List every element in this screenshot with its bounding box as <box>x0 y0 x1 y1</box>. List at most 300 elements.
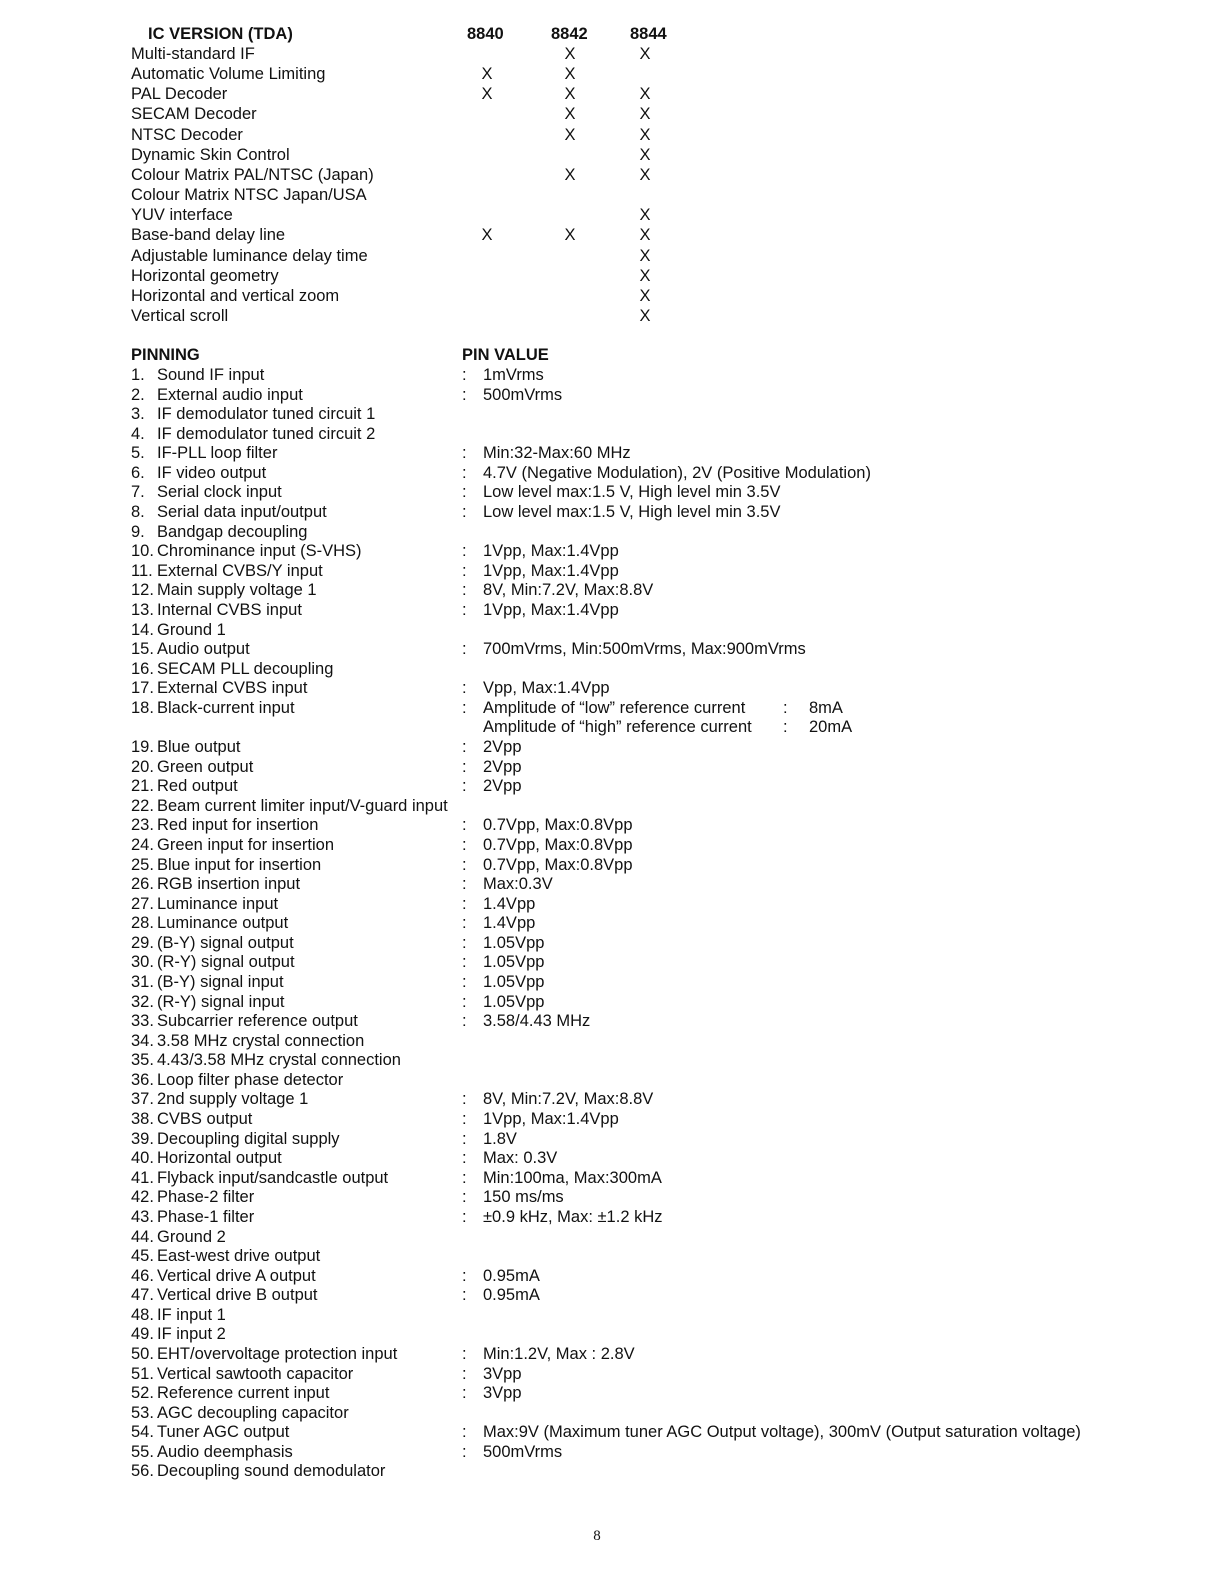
support-mark-8842: X <box>564 45 576 63</box>
pin-row <box>0 836 1219 856</box>
pin-value: 0.7Vpp, Max:0.8Vpp <box>483 816 633 835</box>
pin-value-separator: : <box>462 1110 467 1129</box>
pin-name: Blue output <box>157 738 241 757</box>
pin-row <box>0 1443 1219 1463</box>
pin-row <box>0 1286 1219 1306</box>
pin-value: Low level max:1.5 V, High level min 3.5V <box>483 483 781 502</box>
pin-value-separator: : <box>462 366 467 384</box>
pin-number: 29. <box>131 933 154 952</box>
pin-name: Decoupling digital supply <box>157 1129 340 1148</box>
pin-number: 41. <box>131 1168 154 1187</box>
pin-name: (B-Y) signal output <box>157 933 294 952</box>
pin-row <box>0 738 1219 758</box>
feature-row <box>0 65 1219 85</box>
pin-value-separator: : <box>462 463 467 482</box>
feature-row <box>0 287 1219 307</box>
ic-version-title: IC VERSION (TDA) <box>148 25 293 43</box>
pin-number: 44. <box>131 1227 154 1246</box>
support-mark-8842: X <box>564 105 576 124</box>
support-mark-8840: X <box>481 85 493 104</box>
pin-value-separator: : <box>462 1188 467 1207</box>
pin-number: 30. <box>131 953 154 972</box>
pin-value: 8V, Min:7.2V, Max:8.8V <box>483 1090 654 1109</box>
feature-row <box>0 126 1219 146</box>
pin-value: Amplitude of “low” reference current <box>483 698 746 717</box>
pin-number: 3. <box>131 405 145 424</box>
pin-name: Luminance input <box>157 894 279 913</box>
pin-value: 3Vpp <box>483 1384 522 1403</box>
feature-label: Horizontal geometry <box>131 266 279 285</box>
pin-value-separator: : <box>462 1168 467 1187</box>
pin-value: 2Vpp <box>483 738 522 757</box>
pin-name: Decoupling sound demodulator <box>157 1462 386 1481</box>
pin-name: Vertical sawtooth capacitor <box>157 1364 354 1383</box>
pin-number: 6. <box>131 463 145 482</box>
pin-value-separator: : <box>462 1207 467 1226</box>
pin-number: 38. <box>131 1110 154 1129</box>
pin-name: Audio output <box>157 640 250 659</box>
pin-value-separator: : <box>462 640 467 659</box>
feature-row <box>0 105 1219 125</box>
pin-row <box>0 581 1219 601</box>
pin-row <box>0 640 1219 660</box>
pin-row <box>0 699 1219 719</box>
pin-name: Ground 1 <box>157 620 226 639</box>
pin-value: 0.7Vpp, Max:0.8Vpp <box>483 835 633 854</box>
feature-label: Horizontal and vertical zoom <box>131 286 340 305</box>
pin-value-separator: : <box>462 1442 467 1461</box>
pin-name: (R-Y) signal output <box>157 953 295 972</box>
pin-number: 27. <box>131 894 154 913</box>
pin-value-separator: : <box>462 972 467 991</box>
pin-number: 7. <box>131 483 145 502</box>
feature-label: Automatic Volume Limiting <box>131 65 326 84</box>
pin-number: 17. <box>131 679 154 698</box>
pin-name: Green output <box>157 757 254 776</box>
pin-value: 1Vpp, Max:1.4Vpp <box>483 561 619 580</box>
pin-row <box>0 1306 1219 1326</box>
pin-name: Serial data input/output <box>157 503 327 522</box>
support-mark-8844: X <box>639 165 651 184</box>
pin-value-separator: : <box>462 581 467 600</box>
pin-value-separator: : <box>462 1364 467 1383</box>
pin-value-separator: : <box>462 1129 467 1148</box>
feature-row <box>0 146 1219 166</box>
pin-row <box>0 464 1219 484</box>
pin-row <box>0 1384 1219 1404</box>
pin-value: 1Vpp, Max:1.4Vpp <box>483 600 619 619</box>
pin-row <box>0 1071 1219 1091</box>
pin-value-separator: : <box>462 503 467 522</box>
pin-name: Vertical drive B output <box>157 1286 318 1305</box>
pin-value: Max: 0.3V <box>483 1149 558 1168</box>
pin-value: Max:9V (Maximum tuner AGC Output voltage), 300mV (Output saturation voltage) <box>483 1423 1081 1442</box>
support-mark-8840: X <box>481 226 493 245</box>
pin-row <box>0 953 1219 973</box>
pin-row <box>0 366 1219 386</box>
pin-value: 1.05Vpp <box>483 933 545 952</box>
pin-name: (B-Y) signal input <box>157 972 284 991</box>
pin-value: 1.05Vpp <box>483 992 545 1011</box>
pin-value-separator: : <box>462 483 467 502</box>
pin-value: 1mVrms <box>483 366 544 384</box>
pin-value: 0.95mA <box>483 1266 540 1285</box>
pin-number: 43. <box>131 1207 154 1226</box>
pin-value: 1.8V <box>483 1129 517 1148</box>
pin-value: 8V, Min:7.2V, Max:8.8V <box>483 581 654 600</box>
pin-value-separator: : <box>462 875 467 894</box>
pin-value-separator: : <box>462 1266 467 1285</box>
support-mark-8840: X <box>481 65 493 84</box>
pin-number: 34. <box>131 1031 154 1050</box>
support-mark-8844: X <box>639 306 651 325</box>
pin-name: IF input 1 <box>157 1305 226 1324</box>
pin-row <box>0 1345 1219 1365</box>
model-header-8840: 8840 <box>467 25 504 43</box>
pin-number: 18. <box>131 698 154 717</box>
pin-value: 2Vpp <box>483 777 522 796</box>
feature-label: Multi-standard IF <box>131 45 255 63</box>
pin-number: 12. <box>131 581 154 600</box>
pin-row <box>0 1090 1219 1110</box>
pin-name: Audio deemphasis <box>157 1442 293 1461</box>
pin-number: 45. <box>131 1247 154 1266</box>
feature-label: Adjustable luminance delay time <box>131 246 368 265</box>
pin-value-separator: : <box>462 1149 467 1168</box>
pin-number: 2. <box>131 385 145 404</box>
pin-number: 39. <box>131 1129 154 1148</box>
pin-value: 3.58/4.43 MHz <box>483 1012 591 1031</box>
pin-row <box>0 1188 1219 1208</box>
pin-name: Chrominance input (S-VHS) <box>157 542 362 561</box>
pin-name: (R-Y) signal input <box>157 992 285 1011</box>
pin-name: Horizontal output <box>157 1149 282 1168</box>
feature-label: PAL Decoder <box>131 85 228 104</box>
feature-row <box>0 247 1219 267</box>
pin-value: 1.05Vpp <box>483 972 545 991</box>
model-header-8844: 8844 <box>630 25 667 43</box>
pin-value: 150 ms/ms <box>483 1188 564 1207</box>
support-mark-8844: X <box>639 226 651 245</box>
pin-number: 19. <box>131 738 154 757</box>
feature-row <box>0 186 1219 206</box>
pin-value: 3Vpp <box>483 1364 522 1383</box>
pin-name: 4.43/3.58 MHz crystal connection <box>157 1051 401 1070</box>
pin-value-separator: : <box>462 757 467 776</box>
pin-number: 46. <box>131 1266 154 1285</box>
pin-number: 16. <box>131 659 154 678</box>
pin-number: 1. <box>131 366 145 384</box>
pin-row <box>0 1423 1219 1443</box>
pin-value-separator: : <box>462 1286 467 1305</box>
pin-name: Ground 2 <box>157 1227 226 1246</box>
feature-label: YUV interface <box>131 206 233 225</box>
pin-number: 23. <box>131 816 154 835</box>
pin-value: 1.05Vpp <box>483 953 545 972</box>
pin-name: IF demodulator tuned circuit 1 <box>157 405 376 424</box>
pin-row <box>0 621 1219 641</box>
pin-value: 1Vpp, Max:1.4Vpp <box>483 542 619 561</box>
pin-name: Luminance output <box>157 914 289 933</box>
pin-name: Phase-1 filter <box>157 1207 255 1226</box>
pin-value: 0.95mA <box>483 1286 540 1305</box>
pin-row <box>0 1012 1219 1032</box>
pin-value-separator: : <box>462 953 467 972</box>
pin-value: 500mVrms <box>483 385 563 404</box>
pin-value-separator: : <box>462 992 467 1011</box>
pin-name: IF demodulator tuned circuit 2 <box>157 424 376 443</box>
feature-label: Base-band delay line <box>131 226 286 245</box>
pin-row <box>0 1267 1219 1287</box>
pin-name: 3.58 MHz crystal connection <box>157 1031 365 1050</box>
pin-number: 26. <box>131 875 154 894</box>
feature-label: Dynamic Skin Control <box>131 145 290 164</box>
pin-row <box>0 1149 1219 1169</box>
pin-value-heading: PIN VALUE <box>462 346 549 364</box>
pin-value: 1.4Vpp <box>483 914 536 933</box>
pin-value: Amplitude of “high” reference current <box>483 718 752 737</box>
feature-label: Vertical scroll <box>131 306 229 325</box>
support-mark-8842: X <box>564 65 576 84</box>
pin-row <box>0 718 1219 738</box>
feature-row <box>0 85 1219 105</box>
pin-name: Green input for insertion <box>157 835 335 854</box>
pin-value-separator: : <box>462 444 467 463</box>
pin-value: 500mVrms <box>483 1442 563 1461</box>
pin-name: Beam current limiter input/V-guard input <box>157 796 448 815</box>
pin-row <box>0 1365 1219 1385</box>
pin-name: Tuner AGC output <box>157 1423 290 1442</box>
feature-row <box>0 206 1219 226</box>
pin-value-separator: : <box>462 835 467 854</box>
pin-name: IF video output <box>157 463 267 482</box>
pin-value-separator: : <box>462 738 467 757</box>
pin-number: 20. <box>131 757 154 776</box>
pin-row <box>0 895 1219 915</box>
pin-number: 10. <box>131 542 154 561</box>
pin-row <box>0 483 1219 503</box>
pin-row <box>0 660 1219 680</box>
pin-number: 13. <box>131 600 154 619</box>
pin-number: 37. <box>131 1090 154 1109</box>
pin-value-separator: : <box>462 855 467 874</box>
pin-name: External CVBS input <box>157 679 308 698</box>
pin-row <box>0 1404 1219 1424</box>
feature-label: Colour Matrix PAL/NTSC (Japan) <box>131 165 374 184</box>
pin-row <box>0 562 1219 582</box>
support-mark-8844: X <box>639 206 651 225</box>
pin-value-separator: : <box>462 600 467 619</box>
pin-number: 21. <box>131 777 154 796</box>
pin-value: 1.4Vpp <box>483 894 536 913</box>
ic-version-feature-table <box>0 0 1219 330</box>
pin-value-separator: : <box>462 1384 467 1403</box>
pin-value: 0.7Vpp, Max:0.8Vpp <box>483 855 633 874</box>
pin-value-separator: : <box>462 914 467 933</box>
pin-value: Max:0.3V <box>483 875 553 894</box>
pin-value-separator: : <box>462 1012 467 1031</box>
pin-value-separator: : <box>462 1090 467 1109</box>
pin-row <box>0 523 1219 543</box>
pin-value-separator: : <box>462 1423 467 1442</box>
pin-number: 49. <box>131 1325 154 1344</box>
feature-label: NTSC Decoder <box>131 125 243 144</box>
pin-row <box>0 386 1219 406</box>
pin-row <box>0 444 1219 464</box>
model-header-8842: 8842 <box>551 25 588 43</box>
pin-name: East-west drive output <box>157 1247 321 1266</box>
support-mark-8844: X <box>639 105 651 124</box>
pin-number: 47. <box>131 1286 154 1305</box>
pin-value-separator: : <box>462 933 467 952</box>
pin-number: 54. <box>131 1423 154 1442</box>
pin-name: EHT/overvoltage protection input <box>157 1345 398 1363</box>
pin-row <box>0 758 1219 778</box>
support-mark-8844: X <box>639 286 651 305</box>
pin-name: Main supply voltage 1 <box>157 581 317 600</box>
pin-row <box>0 914 1219 934</box>
pin-name: Vertical drive A output <box>157 1266 316 1285</box>
feature-row <box>0 307 1219 327</box>
pin-name: Loop filter phase detector <box>157 1070 344 1089</box>
pin-row <box>0 777 1219 797</box>
pin-number: 36. <box>131 1070 154 1089</box>
feature-row <box>0 267 1219 287</box>
pin-name: IF input 2 <box>157 1325 226 1344</box>
pin-name: External CVBS/Y input <box>157 561 323 580</box>
support-mark-8842: X <box>564 226 576 245</box>
sub-value-separator: : <box>783 698 788 717</box>
pin-value: 4.7V (Negative Modulation), 2V (Positive Modulation) <box>483 463 871 482</box>
pin-sub-value: 20mA <box>809 718 853 737</box>
pin-number: 24. <box>131 835 154 854</box>
pin-row <box>0 405 1219 425</box>
support-mark-8844: X <box>639 145 651 164</box>
pin-row <box>0 1169 1219 1189</box>
pin-number: 9. <box>131 522 145 541</box>
pin-number: 33. <box>131 1012 154 1031</box>
pin-sub-value: 8mA <box>809 698 843 717</box>
pin-row <box>0 542 1219 562</box>
pin-name: Blue input for insertion <box>157 855 322 874</box>
pin-number: 48. <box>131 1305 154 1324</box>
pin-name: AGC decoupling capacitor <box>157 1403 349 1422</box>
pin-row <box>0 816 1219 836</box>
pin-row <box>0 1208 1219 1228</box>
pin-number: 51. <box>131 1364 154 1383</box>
support-mark-8844: X <box>639 246 651 265</box>
feature-row <box>0 45 1219 65</box>
pin-row <box>0 1110 1219 1130</box>
pin-name: Reference current input <box>157 1384 330 1403</box>
pin-row <box>0 856 1219 876</box>
pin-value: 2Vpp <box>483 757 522 776</box>
pin-value: Vpp, Max:1.4Vpp <box>483 679 610 698</box>
pin-value-separator: : <box>462 1345 467 1363</box>
pin-value-separator: : <box>462 894 467 913</box>
pin-number: 28. <box>131 914 154 933</box>
pin-row <box>0 1325 1219 1345</box>
support-mark-8842: X <box>564 165 576 184</box>
feature-row <box>0 166 1219 186</box>
pin-number: 4. <box>131 424 145 443</box>
pin-value: Min:32-Max:60 MHz <box>483 444 631 463</box>
pin-value-separator: : <box>462 542 467 561</box>
pin-value: 1Vpp, Max:1.4Vpp <box>483 1110 619 1129</box>
pin-number: 22. <box>131 796 154 815</box>
pin-name: RGB insertion input <box>157 875 301 894</box>
page-number: 8 <box>593 1528 601 1544</box>
pin-name: Sound IF input <box>157 366 265 384</box>
feature-label: Colour Matrix NTSC Japan/USA <box>131 186 367 205</box>
pin-row <box>0 875 1219 895</box>
pin-number: 56. <box>131 1462 154 1481</box>
pin-name: Internal CVBS input <box>157 600 302 619</box>
pin-name: Black-current input <box>157 698 295 717</box>
pin-row <box>0 1247 1219 1267</box>
pin-name: SECAM PLL decoupling <box>157 659 334 678</box>
pin-name: Flyback input/sandcastle output <box>157 1168 389 1187</box>
support-mark-8842: X <box>564 85 576 104</box>
pin-value-separator: : <box>462 698 467 717</box>
pin-number: 8. <box>131 503 145 522</box>
pin-number: 25. <box>131 855 154 874</box>
pin-value: ±0.9 kHz, Max: ±1.2 kHz <box>483 1207 663 1226</box>
pin-number: 35. <box>131 1051 154 1070</box>
pin-row <box>0 973 1219 993</box>
pin-name: Phase-2 filter <box>157 1188 255 1207</box>
pin-number: 53. <box>131 1403 154 1422</box>
pin-name: Red output <box>157 777 238 796</box>
pin-value: Min:1.2V, Max : 2.8V <box>483 1345 635 1363</box>
pin-row <box>0 1051 1219 1071</box>
support-mark-8844: X <box>639 266 651 285</box>
pin-number: 31. <box>131 972 154 991</box>
pin-value-separator: : <box>462 561 467 580</box>
pin-number: 42. <box>131 1188 154 1207</box>
pin-name: 2nd supply voltage 1 <box>157 1090 309 1109</box>
support-mark-8844: X <box>639 85 651 104</box>
pin-row <box>0 1032 1219 1052</box>
pinning-heading: PINNING <box>131 346 200 364</box>
feature-label: SECAM Decoder <box>131 105 257 124</box>
pin-row <box>0 679 1219 699</box>
pin-row <box>0 934 1219 954</box>
support-mark-8844: X <box>639 125 651 144</box>
pin-value: 700mVrms, Min:500mVrms, Max:900mVrms <box>483 640 806 659</box>
pin-number: 32. <box>131 992 154 1011</box>
pin-number: 5. <box>131 444 145 463</box>
pin-number: 14. <box>131 620 154 639</box>
support-mark-8844: X <box>639 45 651 63</box>
pin-value: Low level max:1.5 V, High level min 3.5V <box>483 503 781 522</box>
pin-row <box>0 797 1219 817</box>
pin-value: Min:100ma, Max:300mA <box>483 1168 662 1187</box>
pin-row <box>0 1130 1219 1150</box>
pin-name: External audio input <box>157 385 303 404</box>
pin-value-separator: : <box>462 816 467 835</box>
pin-value-separator: : <box>462 679 467 698</box>
pin-name: Subcarrier reference output <box>157 1012 358 1031</box>
pin-name: Bandgap decoupling <box>157 522 308 541</box>
pin-value-separator: : <box>462 385 467 404</box>
pin-row <box>0 425 1219 445</box>
pin-row <box>0 503 1219 523</box>
pin-number: 55. <box>131 1442 154 1461</box>
pin-name: CVBS output <box>157 1110 253 1129</box>
pin-value-separator: : <box>462 777 467 796</box>
pin-name: Serial clock input <box>157 483 282 502</box>
